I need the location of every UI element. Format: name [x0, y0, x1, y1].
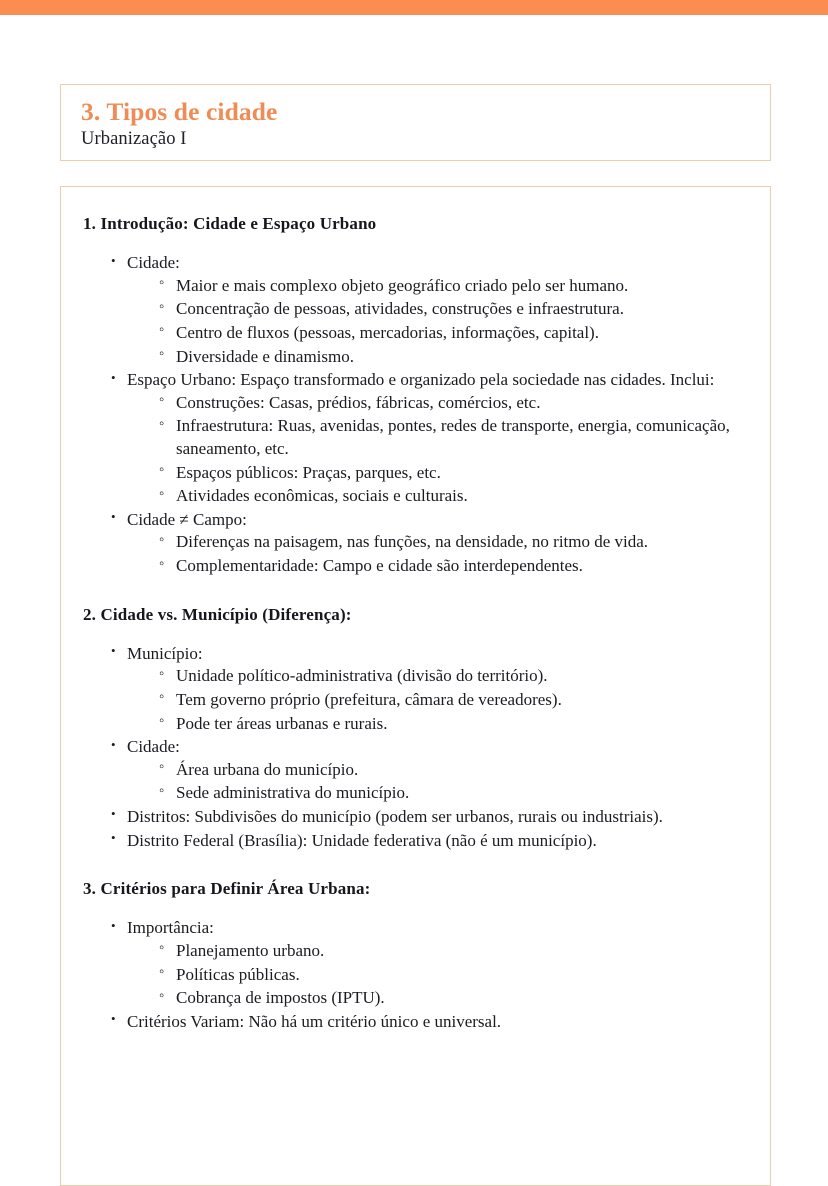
- list-item-text: • Município:: [127, 644, 203, 663]
- bullet-list-level-2: [127, 531, 744, 577]
- list-item-text: • Critérios Variam: Não há um critério único e universal.: [127, 1012, 501, 1031]
- sub-list-item: ◦ Espaços públicos: Praças, parques, etc.: [159, 462, 744, 485]
- list-item: [111, 252, 744, 368]
- sub-list-item: ◦ Infraestrutura: Ruas, avenidas, pontes, redes de transporte, energia, comunicação, saneamento, etc.: [159, 415, 744, 460]
- page-title: 3. Tipos de cidade: [81, 97, 278, 126]
- list-item-text: • Cidade:: [127, 737, 180, 756]
- sub-list-item: ◦ Construções: Casas, prédios, fábricas, comércios, etc.: [159, 392, 744, 415]
- sub-list-item: ◦ Complementaridade: Campo e cidade são interdependentes.: [159, 555, 744, 578]
- section: [83, 878, 744, 1033]
- list-item-text: • Espaço Urbano: Espaço transformado e organizado pela sociedade nas cidades. Inclui:: [127, 370, 714, 389]
- sub-list-item: ◦ Sede administrativa do município.: [159, 782, 744, 805]
- sections-container: [83, 213, 744, 1033]
- title-card: [60, 84, 771, 161]
- sub-list-item: ◦ Cobrança de impostos (IPTU).: [159, 987, 744, 1010]
- section: [83, 604, 744, 853]
- sub-list-item: ◦ Centro de fluxos (pessoas, mercadorias, informações, capital).: [159, 322, 744, 345]
- sub-list-item: ◦ Concentração de pessoas, atividades, construções e infraestrutura.: [159, 298, 744, 321]
- top-accent-bar: [0, 0, 828, 15]
- list-item: [111, 643, 744, 735]
- sub-list-item: ◦ Diferenças na paisagem, nas funções, na densidade, no ritmo de vida.: [159, 531, 744, 554]
- section-heading: 2. Cidade vs. Município (Diferença):: [83, 604, 352, 624]
- bullet-list-level-2: [127, 275, 744, 368]
- sub-list-item: ◦ Atividades econômicas, sociais e culturais.: [159, 485, 744, 508]
- list-item: [111, 806, 744, 829]
- content-card: [60, 186, 771, 1186]
- list-item-text: • Distrito Federal (Brasília): Unidade federativa (não é um município).: [127, 831, 597, 850]
- section: [83, 213, 744, 578]
- bullet-list-level-1: [83, 643, 744, 852]
- bullet-list-level-1: [83, 252, 744, 578]
- list-item-text: • Importância:: [127, 918, 214, 937]
- list-item: [111, 917, 744, 1009]
- list-item: [111, 1011, 744, 1034]
- list-item-text: • Distritos: Subdivisões do município (podem ser urbanos, rurais ou industriais).: [127, 807, 663, 826]
- bullet-list-level-1: [83, 917, 744, 1033]
- sub-list-item: ◦ Políticas públicas.: [159, 964, 744, 987]
- bullet-list-level-2: [127, 759, 744, 805]
- list-item-text: • Cidade:: [127, 253, 180, 272]
- list-item: [111, 736, 744, 805]
- list-item: [111, 369, 744, 508]
- sub-list-item: ◦ Pode ter áreas urbanas e rurais.: [159, 713, 744, 736]
- sub-list-item: ◦ Unidade político-administrativa (divisão do território).: [159, 665, 744, 688]
- page-subtitle: Urbanização I: [81, 129, 187, 150]
- bullet-list-level-2: [127, 665, 744, 735]
- list-item: [111, 830, 744, 853]
- sub-list-item: ◦ Diversidade e dinamismo.: [159, 346, 744, 369]
- sub-list-item: ◦ Maior e mais complexo objeto geográfico criado pelo ser humano.: [159, 275, 744, 298]
- bullet-list-level-2: [127, 392, 744, 508]
- sub-list-item: ◦ Tem governo próprio (prefeitura, câmara de vereadores).: [159, 689, 744, 712]
- section-heading: 3. Critérios para Definir Área Urbana:: [83, 879, 371, 899]
- bullet-list-level-2: [127, 940, 744, 1010]
- sub-list-item: ◦ Área urbana do município.: [159, 759, 744, 782]
- list-item-text: • Cidade ≠ Campo:: [127, 510, 247, 529]
- section-heading: 1. Introdução: Cidade e Espaço Urbano: [83, 214, 377, 233]
- sub-list-item: ◦ Planejamento urbano.: [159, 940, 744, 963]
- list-item: [111, 509, 744, 578]
